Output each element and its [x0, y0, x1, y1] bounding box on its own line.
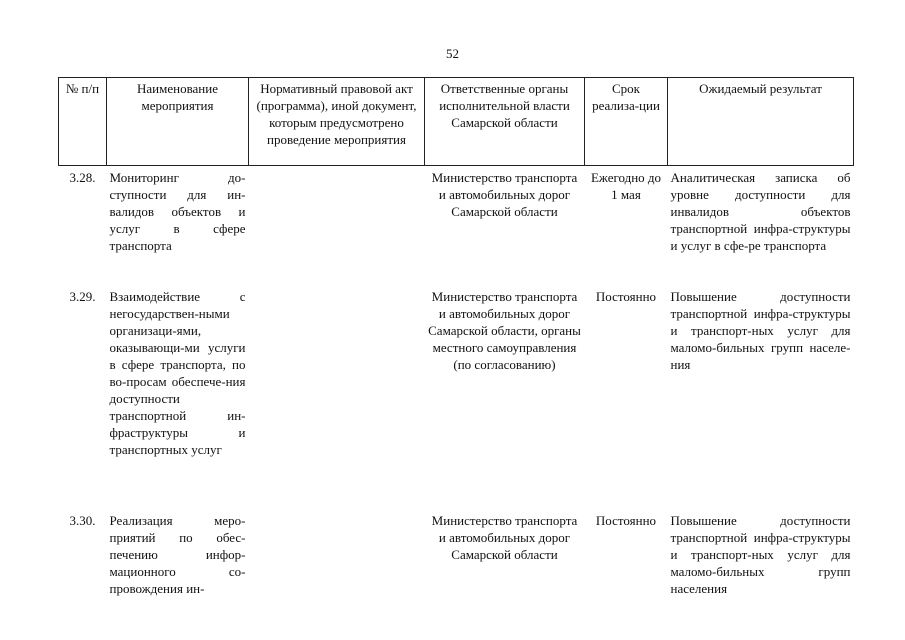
row-term: Постоянно [595, 513, 657, 528]
row-result: Аналитическая записка об уровне доступности для инвалидов объектов транспортной инфра-структуры и услуг в сфе-ре транспорта [670, 170, 851, 253]
header-term: Срок реализа-ции [585, 78, 668, 166]
header-name: Наименование мероприятия [107, 78, 249, 166]
row-term: Ежегодно до 1 мая [590, 170, 662, 202]
row-org: Министерство транспорта и автомобильных дорог Самарской области, органы местного самоуправления (по согласованию) [428, 289, 581, 372]
table-header [59, 78, 854, 166]
page-number: 52 [446, 46, 459, 61]
row-num: 3.30. [69, 513, 96, 528]
activities-table [58, 77, 854, 604]
table-row [59, 288, 854, 512]
table-row [59, 512, 854, 604]
row-term: Постоянно [595, 289, 657, 304]
row-name: Реализация меро-приятий по обес-печению инфор-мационного со-провождения ин- [109, 513, 246, 596]
table-row [59, 166, 854, 289]
row-num: 3.29. [69, 289, 96, 304]
row-act [249, 512, 425, 604]
header-org: Ответственные органы исполнительной власти Самарской области [425, 78, 585, 166]
row-result: Повышение доступности транспортной инфра-структуры и транспорт-ных услуг для маломо-бильных групп населе-ния [670, 289, 851, 372]
row-org: Министерство транспорта и автомобильных дорог Самарской области [431, 513, 578, 562]
row-act [249, 166, 425, 289]
row-num: 3.28. [69, 170, 96, 185]
row-name: Мониторинг до-ступности для ин-валидов объектов и услуг в сфере транспорта [109, 170, 246, 253]
row-name: Взаимодействие с негосударствен-ными организаци-ями, оказывающи-ми услуги в сфере транспорта, по во-просам обеспече-ния доступности транспортной ин-фраструктуры и транспортных услуг [109, 289, 246, 457]
header-result: Ожидаемый результат [668, 78, 854, 166]
row-act [249, 288, 425, 512]
header-num: № п/п [59, 78, 107, 166]
header-act: Нормативный правовой акт (программа), иной документ, которым предусмотрено проведение мероприятия [249, 78, 425, 166]
row-result: Повышение доступности транспортной инфра-структуры и транспорт-ных услуг для маломо-бильных групп населения [670, 513, 851, 596]
row-org: Министерство транспорта и автомобильных дорог Самарской области [431, 170, 578, 219]
